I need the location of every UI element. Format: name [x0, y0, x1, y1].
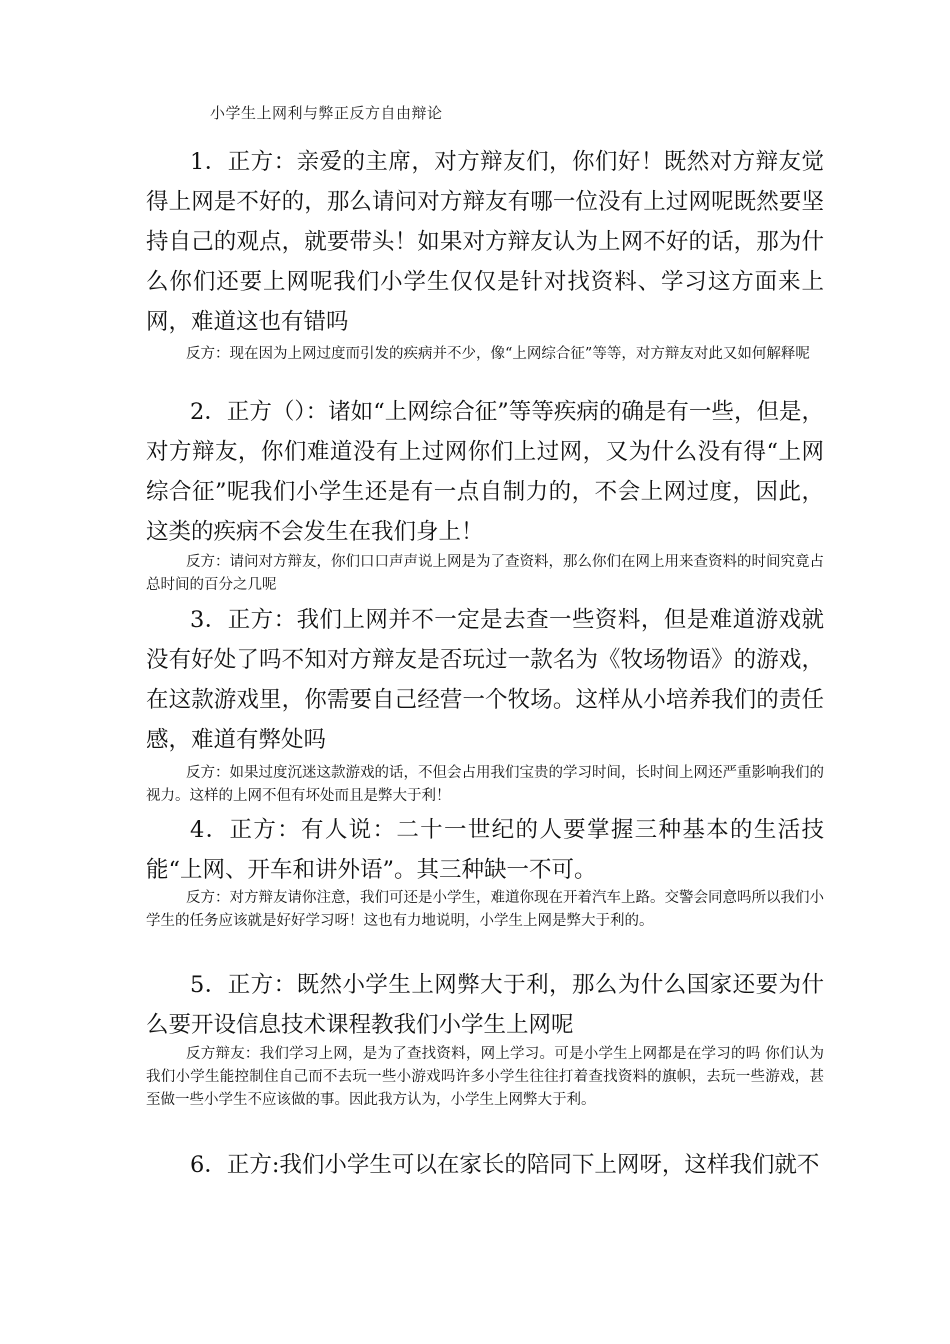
pro-statement-4: 4．正方：有人说：二十一世纪的人要掌握三种基本的生活技能“上网、开车和讲外语”。其三种缺一不可。: [146, 817, 824, 883]
con-statement-1: 反方：现在因为上网过度而引发的疾病并不少，像“上网综合征”等等，对方辩友对此又如何解释呢: [186, 346, 810, 362]
con-statement-3: 反方：如果过度沉迷这款游戏的话，不但会占用我们宝贵的学习时间，长时间上网还严重影响我们的视力。这样的上网不但有坏处而且是弊大于利！: [146, 765, 824, 804]
pro-statement-1: 1．正方：亲爱的主席，对方辩友们，你们好！既然对方辩友觉得上网是不好的，那么请问对方辩友有哪一位没有上过网呢既然要坚持自己的观点，就要带头！如果对方辩友认为上网不好的话，那为什么你们还要上网呢我们小学生仅仅是针对找资料、学习这方面来上网，难道这也有错吗: [146, 149, 824, 335]
pro-statement-2: 2．正方（）：诸如“上网综合征”等等疾病的确是有一些，但是，对方辩友，你们难道没有上过网你们上过网，又为什么没有得“上网综合征”呢我们小学生还是有一点自制力的，不会上网过度，因此，这类的疾病不会发生在我们身上！: [146, 399, 824, 545]
con-statement-5: 反方辩友：我们学习上网，是为了查找资料，网上学习。可是小学生上网都是在学习的吗 你们认为我们小学生能控制住自己而不去玩一些小游戏吗许多小学生往往打着查找资料的旗帜，去玩一些游戏，甚至做一些小学生不应该做的事。因此我方认为，小学生上网弊大于利。: [146, 1046, 824, 1108]
document-title: 小学生上网利与弊正反方自由辩论: [210, 104, 443, 122]
con-statement-4: 反方：对方辩友请你注意，我们可还是小学生，难道你现在开着汽车上路。交警会同意吗所以我们小学生的任务应该就是好好学习呀！这也有力地说明，小学生上网是弊大于利的。: [146, 890, 824, 929]
pro-statement-6: 6．正方:我们小学生可以在家长的陪同下上网呀，这样我们就不: [190, 1152, 820, 1178]
pro-statement-5: 5．正方：既然小学生上网弊大于利，那么为什么国家还要为什么要开设信息技术课程教我们小学生上网呢: [146, 972, 824, 1038]
pro-statement-3: 3．正方：我们上网并不一定是去查一些资料，但是难道游戏就没有好处了吗不知对方辩友是否玩过一款名为《牧场物语》的游戏，在这款游戏里，你需要自己经营一个牧场。这样从小培养我们的责任感，难道有弊处吗: [146, 607, 824, 753]
con-statement-2: 反方：请问对方辩友，你们口口声声说上网是为了查资料，那么你们在网上用来查资料的时间究竟占总时间的百分之几呢: [146, 554, 824, 593]
